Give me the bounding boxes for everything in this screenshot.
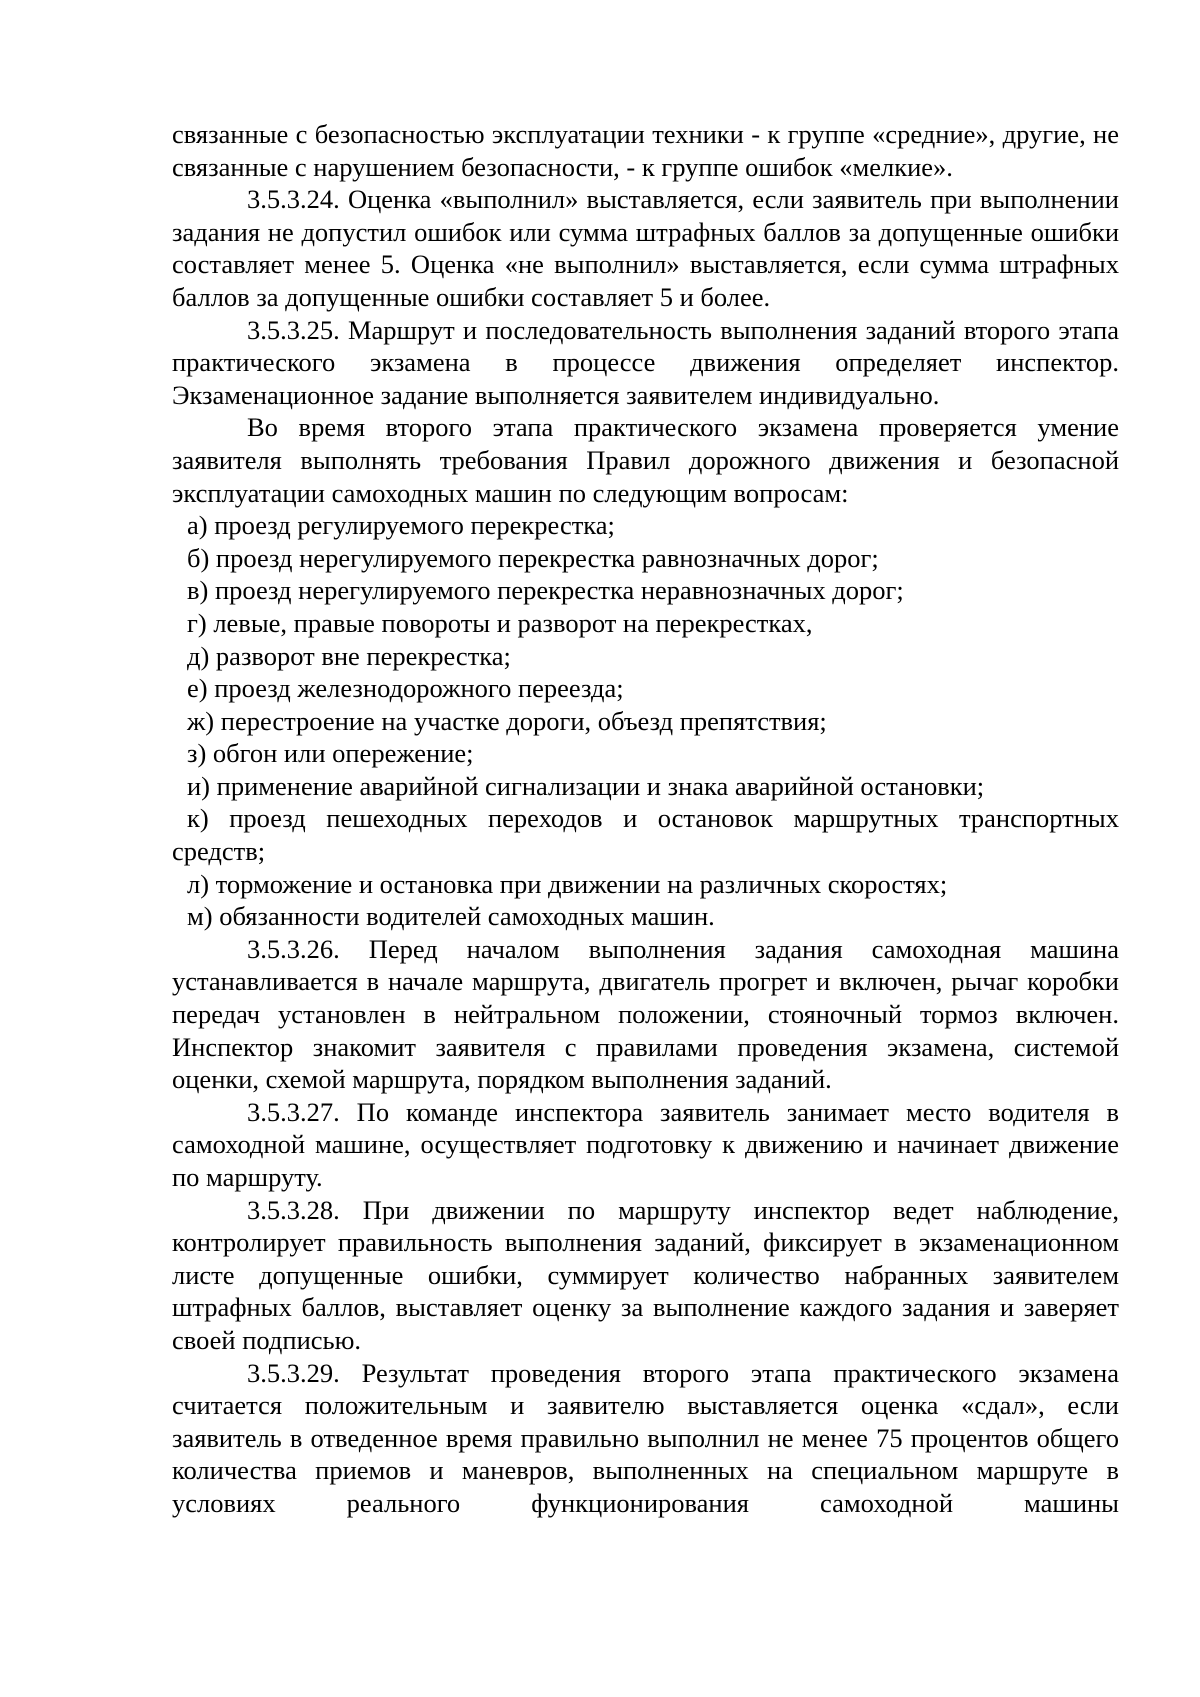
list-item-m: м) обязанности водителей самоходных машин. <box>187 901 715 932</box>
list-item-l: л) торможение и остановка при движении на различных скоростях; <box>187 868 948 899</box>
paragraph-3-5-3-26: 3.5.3.26. Перед началом выполнения задания самоходная машина устанавливается в начале маршрута, двигатель прогрет и включен, рычаг коробки передач установлен в нейтральном положении, стояночный тормоз включен. Инспектор знакомит заявителя с правилами проведения экзамена, системой оценки, схемой маршрута, порядком выполнения заданий. <box>172 933 1119 1095</box>
paragraph-second-stage-intro: Во время второго этапа практического экзамена проверяется умение заявителя выполнять требования Правил дорожного движения и безопасной эксплуатации самоходных машин по следующим вопросам: <box>172 412 1119 508</box>
paragraph-3-5-3-27: 3.5.3.27. По команде инспектора заявитель занимает место водителя в самоходной машине, осуществляет подготовку к движению и начинает движение по маршруту. <box>172 1096 1119 1192</box>
paragraph-3-5-3-28: 3.5.3.28. При движении по маршруту инспектор ведет наблюдение, контролирует правильность выполнения заданий, фиксирует в экзаменационном листе допущенные ошибки, суммирует количество набранных заявителем штрафных баллов, выставляет оценку за выполнение каждого задания и заверяет своей подписью. <box>172 1194 1119 1355</box>
list-item-e: е) проезд железнодорожного переезда; <box>187 673 624 704</box>
list-item-a: а) проезд регулируемого перекрестка; <box>187 510 615 541</box>
paragraph-continuation: связанные с безопасностью эксплуатации техники - к группе «средние», другие, не связанные с нарушением безопасности, - к группе ошибок «мелкие». <box>172 119 1119 182</box>
list-item-g: г) левые, правые повороты и разворот на перекрестках, <box>187 607 813 638</box>
paragraph-3-5-3-29: 3.5.3.29. Результат проведения второго этапа практического экзамена считается положительным и заявителю выставляется оценка «сдал», если заявитель в отведенное время правильно выполнил не менее 75 процентов общего количества приемов и маневров, выполненных на специальном маршруте в условиях реального функционирования самоходной машины <box>172 1357 1119 1518</box>
paragraph-3-5-3-24: 3.5.3.24. Оценка «выполнил» выставляется, если заявитель при выполнении задания не допустил ошибок или сумма штрафных баллов за допущенные ошибки составляет менее 5. Оценка «не выполнил» выставляется, если сумма штрафных баллов за допущенные ошибки составляет 5 и более. <box>172 184 1119 312</box>
list-item-v: в) проезд нерегулируемого перекрестка неравнозначных дорог; <box>187 575 904 606</box>
document-page <box>172 118 1119 1520</box>
list-item-i: и) применение аварийной сигнализации и знака аварийной остановки; <box>187 770 985 801</box>
list-item-d: д) разворот вне перекрестка; <box>187 640 511 671</box>
list-item-b: б) проезд нерегулируемого перекрестка равнозначных дорог; <box>187 542 879 573</box>
list-item-zh: ж) перестроение на участке дороги, объезд препятствия; <box>187 705 827 736</box>
list-item-z: з) обгон или опережение; <box>187 738 474 769</box>
list-item-k: к) проезд пешеходных переходов и остановок маршрутных транспортных средств; <box>172 803 1119 867</box>
paragraph-3-5-3-25: 3.5.3.25. Маршрут и последовательность выполнения заданий второго этапа практического экзамена в процессе движения определяет инспектор. Экзаменационное задание выполняется заявителем индивидуально. <box>172 314 1119 410</box>
